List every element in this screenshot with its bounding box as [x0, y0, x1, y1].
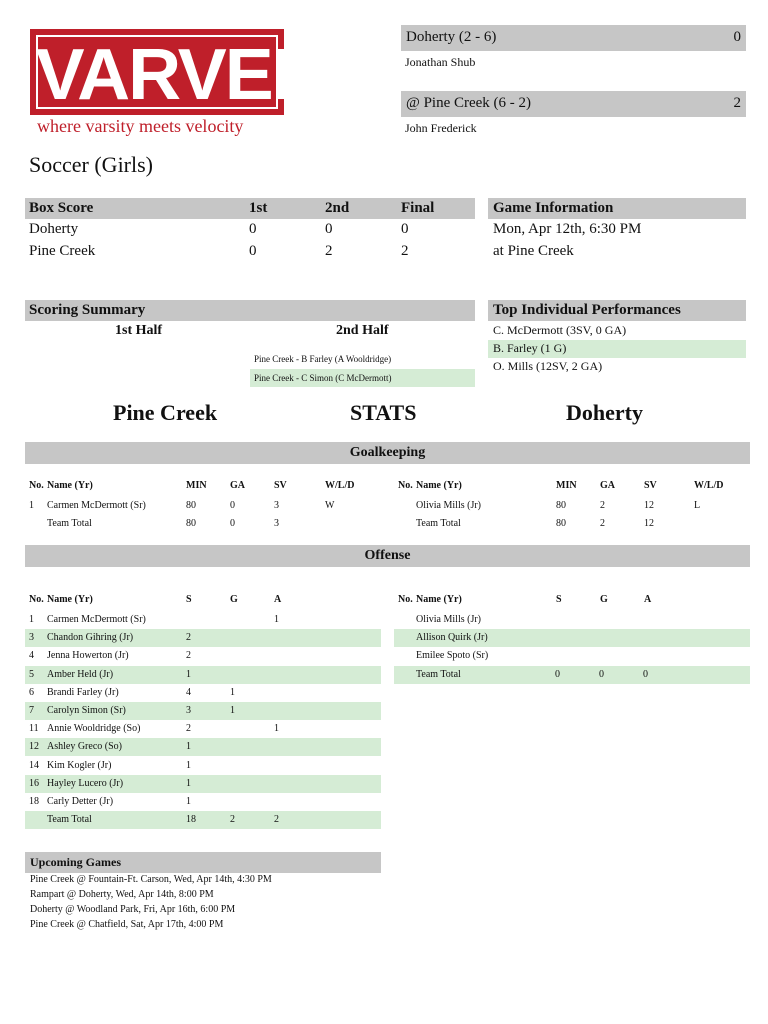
offense-header: Offense [25, 545, 750, 567]
gk-sv: 3 [274, 500, 279, 511]
away-team-score: 0 [733, 29, 741, 45]
offense-g: 0 [599, 668, 604, 680]
box-score-col-final: Final [401, 200, 435, 216]
gk-col-min: MIN [556, 480, 577, 491]
first-half-label: 1st Half [115, 323, 163, 338]
stats-title: STATS [350, 400, 417, 425]
offense-s: 2 [186, 723, 191, 735]
logo-frame [35, 35, 319, 115]
goal-entry [250, 369, 475, 387]
game-info-title: Game Information [493, 200, 614, 216]
offense-no: 4 [29, 650, 34, 662]
gk-sv: 12 [644, 518, 654, 529]
offense-no: 3 [29, 632, 34, 644]
offense-s: 1 [186, 759, 191, 771]
offense-s: 1 [186, 796, 191, 807]
top-performances-header [488, 300, 746, 321]
home-coach: John Frederick [405, 121, 477, 135]
goal-entry-text: Pine Creek - B Farley (A Wooldridge) [254, 354, 392, 364]
gk-col-min: MIN [186, 480, 207, 491]
box-score-row [25, 219, 475, 241]
performance-item [488, 340, 746, 358]
offense-name: Carly Detter (Jr) [47, 796, 114, 807]
gk-col-sv: SV [644, 480, 657, 491]
table-row [394, 497, 750, 515]
offense-no: 6 [29, 686, 34, 698]
table-row [25, 515, 381, 533]
offense-name: Emilee Spoto (Sr) [416, 650, 489, 662]
offense-name: Carmen McDermott (Sr) [47, 614, 146, 625]
stats-right-team: Doherty [566, 400, 643, 425]
performance-text: O. Mills (12SV, 2 GA) [493, 359, 603, 373]
table-row [25, 720, 381, 738]
table-row [25, 629, 381, 647]
game-location: at Pine Creek [493, 243, 574, 259]
off-col-a: A [644, 594, 652, 605]
off-col-a: A [274, 594, 282, 605]
box-score-p2: 0 [325, 221, 333, 237]
upcoming-game-item[interactable]: Doherty @ Woodland Park, Fri, Apr 16th, 6:00 PM [30, 904, 236, 915]
offense-name: Carolyn Simon (Sr) [47, 705, 126, 716]
gk-min: 80 [556, 518, 566, 529]
offense-s: 1 [186, 777, 191, 789]
gk-col-ga: GA [600, 480, 615, 491]
table-row [394, 515, 750, 533]
second-half-label: 2nd Half [336, 323, 389, 338]
away-team-bar[interactable] [401, 25, 746, 51]
offense-s: 2 [186, 632, 191, 644]
off-col-no: No. [398, 594, 413, 605]
offense-name: Ashley Greco (So) [47, 741, 122, 753]
gk-col-wld: W/L/D [694, 480, 724, 491]
table-row [25, 497, 381, 515]
gk-sv: 3 [274, 518, 279, 529]
gk-wld: W [325, 500, 335, 511]
offense-no: 5 [29, 668, 34, 680]
home-team-score: 2 [733, 95, 741, 111]
table-row [25, 811, 381, 829]
offense-no: 16 [29, 777, 39, 789]
offense-a: 2 [274, 814, 279, 826]
box-score-row [25, 241, 475, 263]
offense-no: 18 [29, 796, 39, 807]
gk-ga: 2 [600, 518, 605, 529]
box-score-final: 2 [401, 243, 409, 259]
box-score-p1: 0 [249, 221, 257, 237]
away-coach: Jonathan Shub [405, 55, 476, 69]
upcoming-game-item[interactable]: Rampart @ Doherty, Wed, Apr 14th, 8:00 PM [30, 889, 214, 900]
offense-name: Annie Wooldridge (So) [47, 723, 141, 735]
scoring-summary-title: Scoring Summary [29, 302, 146, 318]
offense-name: Amber Held (Jr) [47, 668, 114, 680]
gk-col-ga: GA [230, 480, 245, 491]
goalkeeping-header: Goalkeeping [25, 442, 750, 464]
gk-min: 80 [186, 518, 196, 529]
gk-name: Team Total [47, 518, 92, 529]
game-date: Mon, Apr 12th, 6:30 PM [493, 221, 642, 237]
offense-g: 2 [230, 814, 235, 826]
offense-no: 7 [29, 705, 34, 716]
offense-name: Brandi Farley (Jr) [47, 686, 119, 698]
performance-item [488, 358, 746, 376]
home-team-bar[interactable] [401, 91, 746, 117]
upcoming-game-item[interactable]: Pine Creek @ Chatfield, Sat, Apr 17th, 4:00 PM [30, 919, 224, 930]
box-score-col-1st: 1st [249, 200, 268, 216]
sport-title: Soccer (Girls) [29, 152, 154, 177]
gk-col-sv: SV [274, 480, 287, 491]
offense-no: 12 [29, 741, 39, 753]
table-row [25, 666, 381, 684]
offense-no: 14 [29, 759, 39, 771]
gk-wld: L [694, 500, 701, 511]
offense-s: 18 [186, 814, 196, 826]
goal-entry [250, 350, 475, 368]
table-row [394, 629, 750, 647]
top-performances-title: Top Individual Performances [493, 302, 681, 318]
offense-name: Jenna Howerton (Jr) [47, 650, 129, 662]
offense-name: Team Total [47, 814, 92, 826]
upcoming-games-header [25, 852, 381, 873]
offense-name: Kim Kogler (Jr) [47, 759, 112, 771]
gk-name: Olivia Mills (Jr) [416, 500, 481, 511]
gk-sv: 12 [644, 500, 654, 511]
game-info-location-row [488, 241, 746, 263]
table-row [25, 738, 381, 756]
performance-text: C. McDermott (3SV, 0 GA) [493, 323, 627, 337]
table-row [25, 684, 381, 702]
table-row [25, 775, 381, 793]
gk-ga: 0 [230, 500, 235, 511]
table-row [394, 611, 750, 629]
gk-ga: 0 [230, 518, 235, 529]
gk-col-no: No. [29, 480, 44, 491]
offense-s: 2 [186, 650, 191, 662]
stats-left-team: Pine Creek [113, 400, 218, 425]
box-score-final: 0 [401, 221, 409, 237]
offense-g: 1 [230, 686, 235, 698]
logo-tagline: where varsity meets velocity [37, 116, 244, 136]
offense-s: 1 [186, 668, 191, 680]
gk-no: 1 [29, 500, 34, 511]
off-col-name: Name (Yr) [416, 594, 462, 605]
scoring-summary-header [25, 300, 475, 321]
offense-name: Hayley Lucero (Jr) [47, 777, 124, 789]
game-info-header [488, 198, 746, 219]
goal-entry-text: Pine Creek - C Simon (C McDermott) [254, 373, 392, 383]
off-col-g: G [600, 594, 608, 605]
gk-col-no: No. [398, 480, 413, 491]
gk-min: 80 [186, 500, 196, 511]
offense-name: Allison Quirk (Jr) [416, 632, 488, 644]
offense-s: 0 [555, 668, 560, 680]
offense-no: 1 [29, 614, 34, 625]
off-col-s: S [556, 594, 562, 605]
home-team-label: @ Pine Creek (6 - 2) [406, 95, 532, 111]
box-score-p2: 2 [325, 243, 333, 259]
box-score-team: Pine Creek [29, 243, 96, 259]
offense-g: 1 [230, 705, 235, 716]
gk-name: Team Total [416, 518, 461, 529]
gk-col-name: Name (Yr) [47, 480, 93, 491]
table-row [25, 611, 381, 629]
offense-name: Olivia Mills (Jr) [416, 614, 481, 625]
table-row [25, 702, 381, 720]
table-row [394, 666, 750, 684]
table-row [25, 793, 381, 811]
upcoming-game-item[interactable]: Pine Creek @ Fountain-Ft. Carson, Wed, Apr 14th, 4:30 PM [30, 874, 272, 885]
upcoming-games-title: Upcoming Games [30, 855, 121, 869]
game-info-date-row [488, 219, 746, 241]
offense-a: 1 [274, 614, 279, 625]
offense-s: 3 [186, 705, 191, 716]
offense-s: 4 [186, 686, 191, 698]
off-col-no: No. [29, 594, 44, 605]
table-row [25, 757, 381, 775]
performance-item [488, 322, 746, 340]
gk-col-wld: W/L/D [325, 480, 355, 491]
gk-ga: 2 [600, 500, 605, 511]
offense-no: 11 [29, 723, 39, 735]
offense-a: 0 [643, 668, 648, 680]
table-row [25, 647, 381, 665]
off-col-s: S [186, 594, 192, 605]
varvee-logo[interactable] [30, 29, 319, 115]
offense-name: Team Total [416, 668, 461, 680]
logo-word: VARVEE [35, 35, 319, 115]
box-score-header [25, 198, 475, 219]
off-col-name: Name (Yr) [47, 594, 93, 605]
offense-s: 1 [186, 741, 191, 753]
performance-text: B. Farley (1 G) [493, 341, 567, 355]
gk-min: 80 [556, 500, 566, 511]
offense-name: Chandon Gihring (Jr) [47, 632, 134, 644]
off-col-g: G [230, 594, 238, 605]
offense-a: 1 [274, 723, 279, 735]
box-score-team: Doherty [29, 221, 79, 237]
table-row [394, 647, 750, 665]
gk-col-name: Name (Yr) [416, 480, 462, 491]
away-team-label: Doherty (2 - 6) [406, 29, 497, 45]
box-score-p1: 0 [249, 243, 257, 259]
box-score-title: Box Score [29, 200, 94, 216]
box-score-col-2nd: 2nd [325, 200, 350, 216]
gk-name: Carmen McDermott (Sr) [47, 500, 146, 511]
